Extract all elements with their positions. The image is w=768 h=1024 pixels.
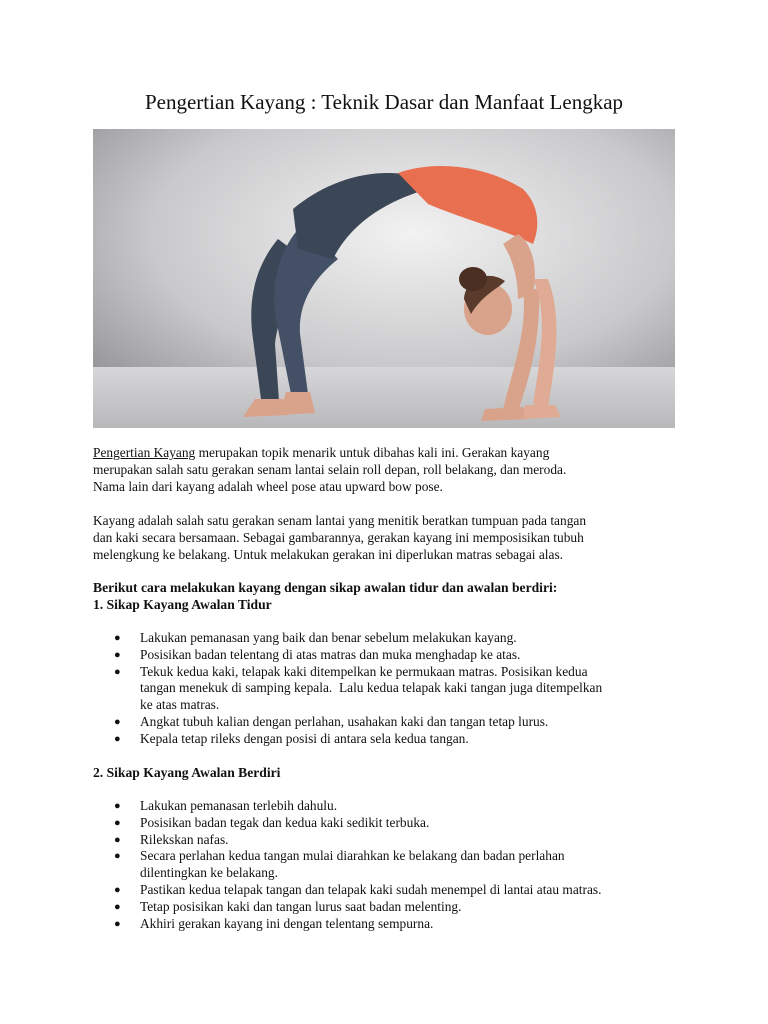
bullet-icon: ● — [114, 665, 121, 678]
section-2-heading: 2. Sikap Kayang Awalan Berdiri — [93, 765, 281, 780]
list-item-text: Rilekskan nafas. — [140, 831, 229, 847]
section-1-list — [93, 630, 693, 748]
list-item — [93, 630, 693, 647]
definition-paragraph — [93, 513, 693, 563]
intro-line-3: Nama lain dari kayang adalah wheel pose atau upward bow pose. — [93, 478, 443, 494]
list-item-text: Angkat tubuh kalian dengan perlahan, usahakan kaki dan tangan tetap lurus. — [140, 713, 549, 729]
list-item-text: dilentingkan ke belakang. — [140, 865, 278, 881]
list-item — [93, 798, 693, 815]
list-item-text: Tekuk kedua kaki, telapak kaki ditempelkan ke permukaan matras. Posisikan kedua — [140, 663, 588, 679]
list-item-text: Lakukan pemanasan terlebih dahulu. — [140, 798, 338, 813]
wheel-pose-illustration — [93, 129, 675, 428]
section-1-heading: 1. Sikap Kayang Awalan Tidur — [93, 597, 272, 612]
pengertian-kayang-link[interactable]: Pengertian Kayang — [93, 445, 196, 460]
list-item — [93, 848, 693, 882]
list-item-text: Pastikan kedua telapak tangan dan telapak kaki sudah menempel di lantai atau matras. — [140, 881, 602, 897]
list-item — [93, 832, 693, 849]
list-item — [93, 731, 693, 748]
intro-line-1-rest: merupakan topik menarik untuk dibahas kali ini. Gerakan kayang — [195, 445, 550, 460]
list-item — [93, 664, 693, 714]
section-intro: Berikut cara melakukan kayang dengan sikap awalan tidur dan awalan berdiri: — [93, 580, 558, 595]
intro-line-1 — [93, 445, 693, 462]
bullet-icon: ● — [114, 715, 121, 728]
hand-front — [523, 405, 561, 419]
list-item — [93, 882, 693, 899]
section-2-list — [93, 798, 693, 932]
list-item — [93, 916, 693, 933]
definition-line-2: dan kaki secara bersamaan. Sebagai gambarannya, gerakan kayang ini memposisikan tubuh — [93, 529, 584, 545]
list-item — [93, 899, 693, 916]
list-item-text: Posisikan badan telentang di atas matras dan muka menghadap ke atas. — [140, 646, 521, 662]
bullet-icon: ● — [114, 900, 121, 913]
list-item-text: Posisikan badan tegak dan kedua kaki sedikit terbuka. — [140, 814, 430, 830]
list-item-text: Tetap posisikan kaki dan tangan lurus saat badan melenting. — [140, 898, 462, 914]
definition-line-1: Kayang adalah salah satu gerakan senam lantai yang menitik beratkan tumpuan pada tangan — [93, 513, 587, 528]
list-item — [93, 647, 693, 664]
list-item-text: Secara perlahan kedua tangan mulai diarahkan ke belakang dan badan perlahan — [140, 848, 565, 864]
definition-line-3: melengkung ke belakang. Untuk melakukan gerakan ini diperlukan matras sebagai alas. — [93, 546, 563, 562]
page-title: Pengertian Kayang : Teknik Dasar dan Manfaat Lengkap — [144, 90, 624, 114]
bullet-icon: ● — [114, 883, 121, 896]
intro-paragraph — [93, 445, 693, 495]
hand-back — [481, 407, 529, 421]
hair-bun — [459, 267, 487, 291]
list-item-text: tangan menekuk di samping kepala. Lalu kedua telapak kaki tangan juga ditempelkan — [140, 680, 603, 696]
bullet-icon: ● — [114, 816, 121, 829]
list-item-text: Akhiri gerakan kayang ini dengan telentang sempurna. — [140, 915, 434, 931]
list-item-text: Kepala tetap rileks dengan posisi di antara sela kedua tangan. — [140, 730, 469, 746]
intro-line-2: merupakan salah satu gerakan senam lantai selain roll depan, roll belakang, dan meroda. — [93, 461, 567, 477]
yoga-wheel-pose-photo — [93, 129, 675, 428]
list-item-text: Lakukan pemanasan yang baik dan benar sebelum melakukan kayang. — [140, 630, 517, 645]
bullet-icon: ● — [114, 648, 121, 661]
bullet-icon: ● — [114, 850, 121, 863]
bullet-icon: ● — [114, 800, 121, 812]
list-item — [93, 815, 693, 832]
bullet-icon: ● — [114, 732, 121, 745]
list-item — [93, 714, 693, 731]
list-item-text: ke atas matras. — [140, 697, 220, 713]
bullet-icon: ● — [114, 632, 121, 644]
photo-floor — [93, 367, 675, 428]
bullet-icon: ● — [114, 917, 121, 930]
bullet-icon: ● — [114, 833, 121, 846]
